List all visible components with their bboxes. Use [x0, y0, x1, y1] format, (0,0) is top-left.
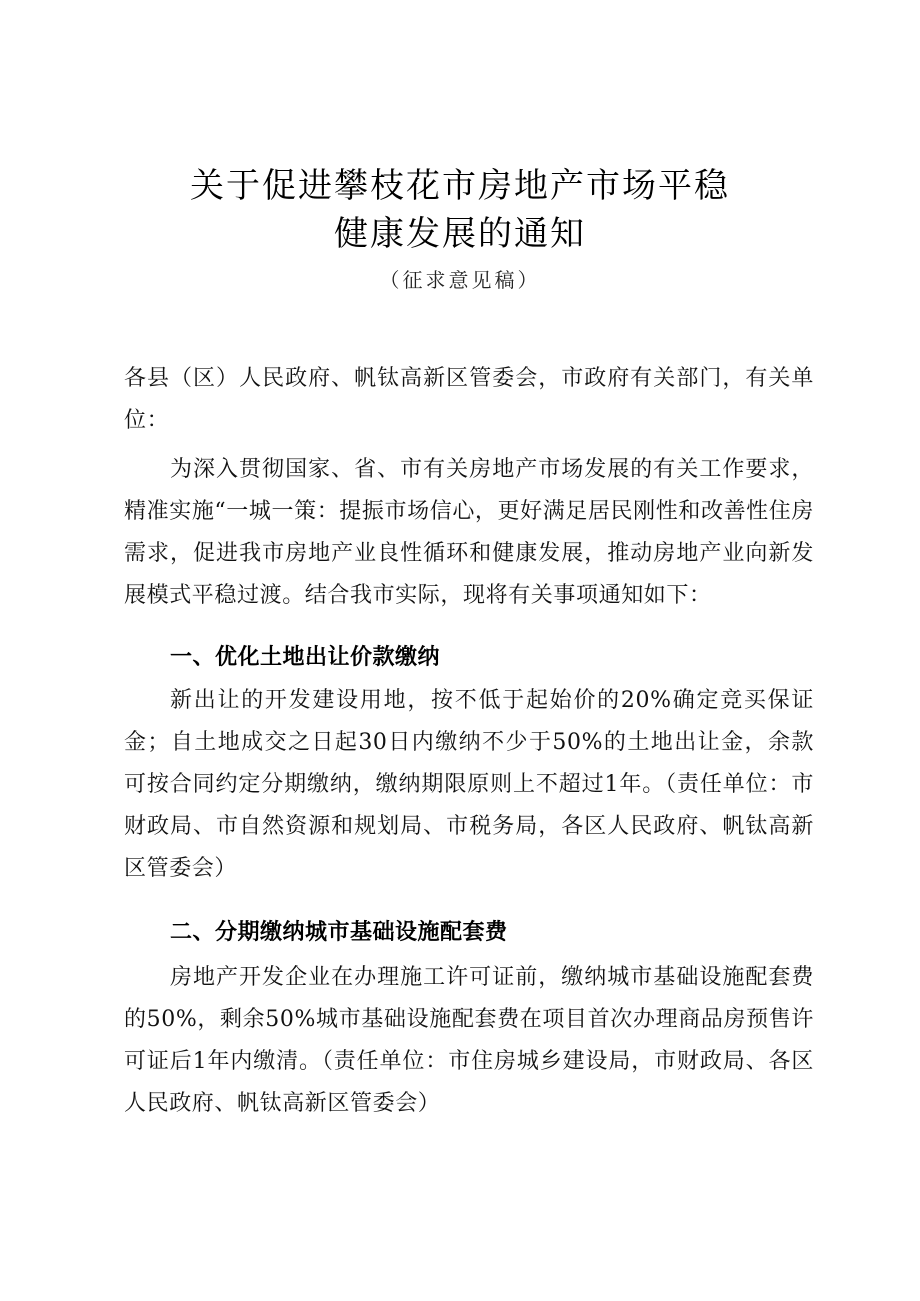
document-subtitle: （征求意见稿）	[379, 268, 541, 292]
section-body-1: 新出让的开发建设用地，按不低于起始价的20%确定竞买保证金；自土地成交之日起30日内缴纳不少于50%的土地出让金，余款可按合同约定分期缴纳，缴纳期限原则上不超过1年。（责任单位：市财政局、市自然资源和规划局、市税务局，各区人民政府、帆钛高新区管委会）	[124, 688, 814, 881]
document-title-line-1: 关于促进攀枝花市房地产市场平稳	[190, 166, 730, 206]
section-heading-1: 一、优化土地出让价款缴纳	[170, 645, 441, 670]
section-body-2: 房地产开发企业在办理施工许可证前，缴纳城市基础设施配套费的50%，剩余50%城市基础设施配套费在项目首次办理商品房预售许可证后1年内缴清。（责任单位：市住房城乡建设局，市财政局、各区人民政府、帆钛高新区管委会）	[124, 965, 814, 1116]
salutation: 各县（区）人民政府、帆钛高新区管委会，市政府有关部门，有关单位：	[124, 366, 814, 433]
document-title-line-2: 健康发展的通知	[334, 214, 586, 254]
intro-paragraph: 为深入贯彻国家、省、市有关房地产市场发展的有关工作要求，精准实施“一城一策：提振市场信心，更好满足居民刚性和改善性住房需求，促进我市房地产业良性循环和健康发展，推动房地产业向新发展模式平稳过渡。结合我市实际，现将有关事项通知如下：	[124, 457, 814, 608]
section-heading-2: 二、分期缴纳城市基础设施配套费	[170, 920, 508, 945]
